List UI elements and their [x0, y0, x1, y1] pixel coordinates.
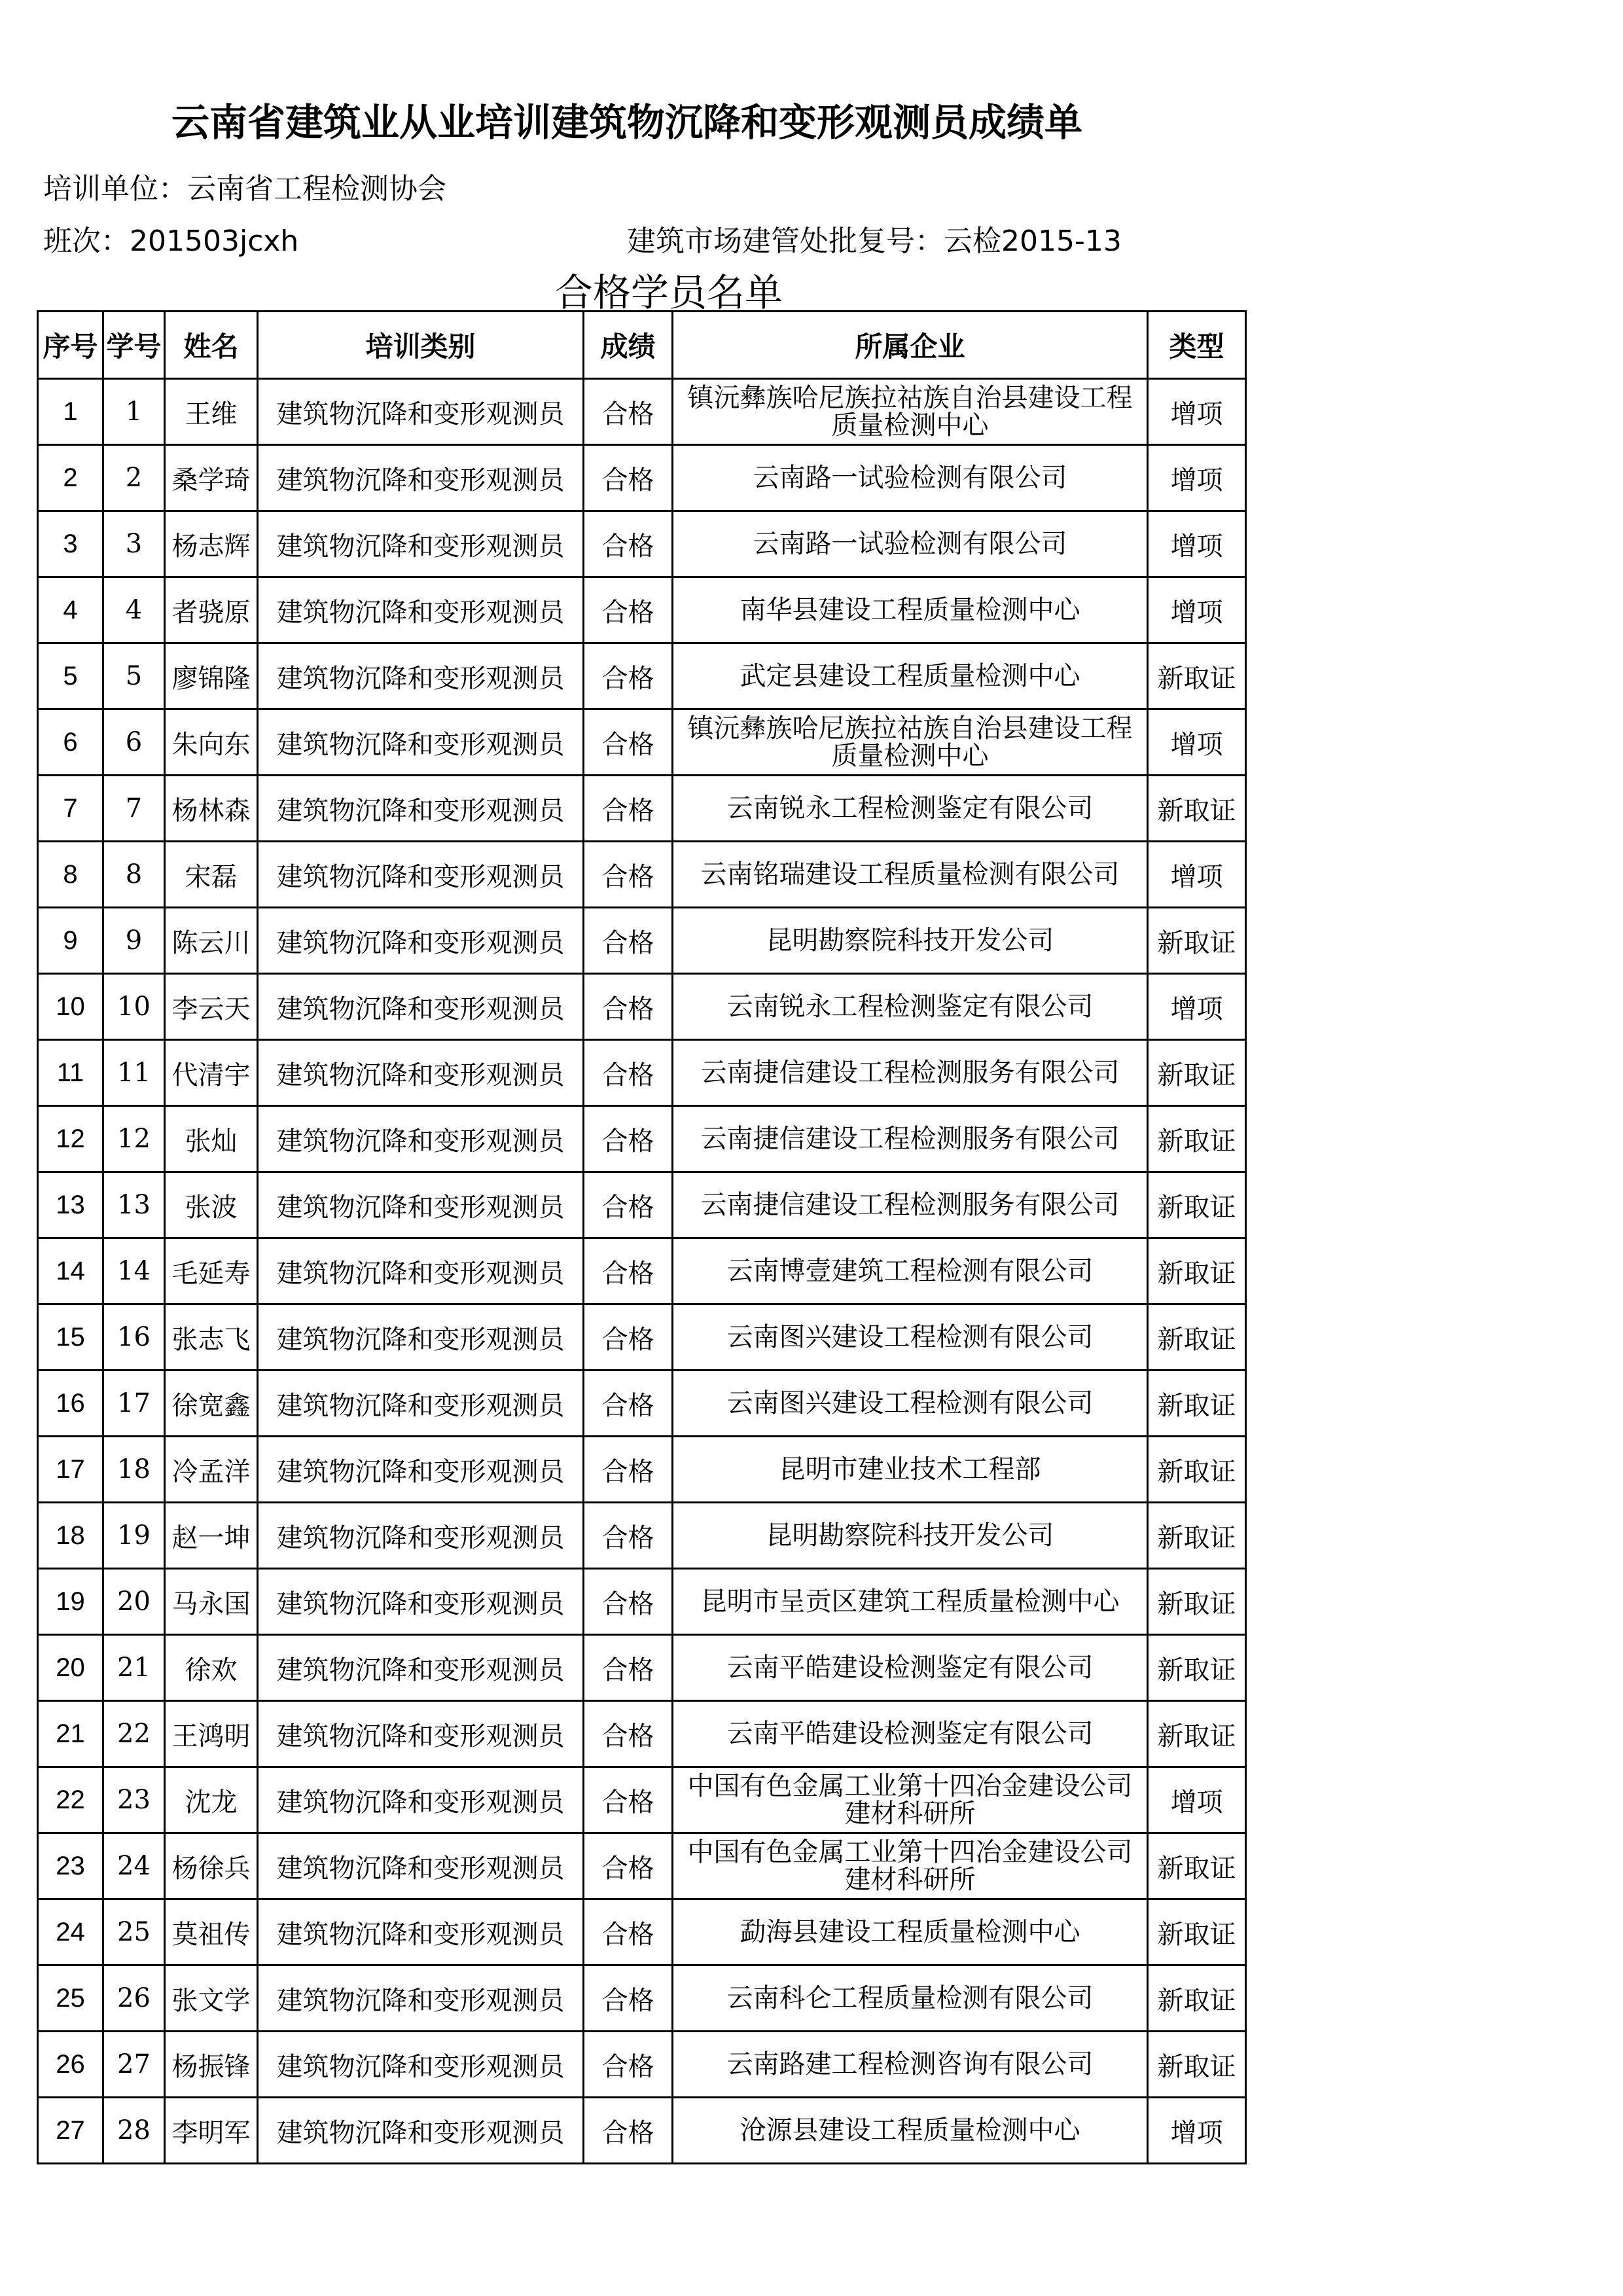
organization-line: 昆明市建业技术工程部	[779, 1454, 1041, 1484]
organization-line: 云南捷信建设工程检测服务有限公司	[700, 1058, 1120, 1088]
grade-cell: 合格	[584, 709, 673, 776]
type-cell: 新取证	[1148, 1833, 1246, 1899]
type-cell: 新取证	[1148, 1437, 1246, 1503]
category-cell: 建筑物沉降和变形观测员	[258, 1701, 584, 1767]
student-id-cell: 14	[103, 1238, 165, 1304]
type-cell: 新取证	[1148, 1304, 1246, 1371]
table-row	[38, 1238, 1246, 1304]
list-subtitle: 合格学员名单	[555, 270, 783, 315]
table-row	[38, 1635, 1246, 1701]
table-body	[38, 379, 1246, 2164]
header-student-id: 学号	[103, 312, 165, 379]
table-row	[38, 1833, 1246, 1899]
organization-line: 勐海县建设工程质量检测中心	[740, 1917, 1080, 1947]
student-id-cell: 23	[103, 1767, 165, 1833]
category-cell: 建筑物沉降和变形观测员	[258, 709, 584, 776]
category-cell: 建筑物沉降和变形观测员	[258, 643, 584, 709]
type-cell: 新取证	[1148, 643, 1246, 709]
organization-cell	[673, 511, 1148, 577]
seq-cell: 23	[38, 1833, 103, 1899]
grade-cell: 合格	[584, 1238, 673, 1304]
organization-line: 中国有色金属工业第十四冶金建设公司	[687, 1771, 1133, 1801]
table-row	[38, 1701, 1246, 1767]
student-id-cell: 6	[103, 709, 165, 776]
seq-cell: 25	[38, 1965, 103, 2032]
seq-cell: 19	[38, 1569, 103, 1635]
table-row	[38, 776, 1246, 842]
name-cell: 杨振锋	[165, 2032, 258, 2098]
student-id-cell: 9	[103, 908, 165, 974]
organization-cell	[673, 1965, 1148, 2032]
type-cell: 增项	[1148, 1767, 1246, 1833]
name-cell: 王维	[165, 379, 258, 445]
grade-cell: 合格	[584, 643, 673, 709]
organization-line: 南华县建设工程质量检测中心	[740, 595, 1080, 625]
table-row	[38, 1172, 1246, 1238]
organization-line: 沧源县建设工程质量检测中心	[740, 2115, 1080, 2145]
organization-cell	[673, 1635, 1148, 1701]
grade-cell: 合格	[584, 1437, 673, 1503]
organization-cell	[673, 2098, 1148, 2164]
category-cell: 建筑物沉降和变形观测员	[258, 2098, 584, 2164]
category-cell: 建筑物沉降和变形观测员	[258, 1371, 584, 1437]
organization-line: 云南锐永工程检测鉴定有限公司	[726, 992, 1094, 1022]
table-row	[38, 1503, 1246, 1569]
seq-cell: 6	[38, 709, 103, 776]
student-id-cell: 8	[103, 842, 165, 908]
name-cell: 代清宇	[165, 1040, 258, 1106]
table-row	[38, 974, 1246, 1040]
grade-cell: 合格	[584, 776, 673, 842]
organization-line: 昆明勘察院科技开发公司	[766, 925, 1054, 956]
organization-line: 昆明市呈贡区建筑工程质量检测中心	[700, 1587, 1120, 1617]
type-cell: 新取证	[1148, 1899, 1246, 1965]
type-cell: 新取证	[1148, 1569, 1246, 1635]
table-row	[38, 2098, 1246, 2164]
organization-cell	[673, 1106, 1148, 1172]
table-row	[38, 1965, 1246, 2032]
grade-cell: 合格	[584, 1106, 673, 1172]
header-grade: 成绩	[584, 312, 673, 379]
seq-cell: 2	[38, 445, 103, 511]
student-id-cell: 7	[103, 776, 165, 842]
organization-cell	[673, 908, 1148, 974]
organization-cell	[673, 379, 1148, 445]
category-cell: 建筑物沉降和变形观测员	[258, 1304, 584, 1371]
name-cell: 冷孟洋	[165, 1437, 258, 1503]
organization-line: 云南锐永工程检测鉴定有限公司	[726, 793, 1094, 823]
grade-cell: 合格	[584, 908, 673, 974]
header-seq: 序号	[38, 312, 103, 379]
grade-cell: 合格	[584, 2032, 673, 2098]
name-cell: 杨林森	[165, 776, 258, 842]
student-id-cell: 24	[103, 1833, 165, 1899]
seq-cell: 12	[38, 1106, 103, 1172]
organization-cell	[673, 1701, 1148, 1767]
header-category: 培训类别	[258, 312, 584, 379]
category-cell: 建筑物沉降和变形观测员	[258, 1437, 584, 1503]
table-row	[38, 445, 1246, 511]
organization-cell	[673, 2032, 1148, 2098]
organization-cell	[673, 1767, 1148, 1833]
category-cell: 建筑物沉降和变形观测员	[258, 577, 584, 643]
category-cell: 建筑物沉降和变形观测员	[258, 1833, 584, 1899]
grade-cell: 合格	[584, 1965, 673, 2032]
name-cell: 李云天	[165, 974, 258, 1040]
organization-line: 武定县建设工程质量检测中心	[740, 661, 1080, 691]
grade-cell: 合格	[584, 2098, 673, 2164]
table-header-row	[38, 312, 1246, 379]
category-cell: 建筑物沉降和变形观测员	[258, 1767, 584, 1833]
student-id-cell: 3	[103, 511, 165, 577]
organization-line: 云南平皓建设检测鉴定有限公司	[726, 1653, 1094, 1683]
organization-cell	[673, 445, 1148, 511]
seq-cell: 3	[38, 511, 103, 577]
organization-line: 云南铭瑞建设工程质量检测有限公司	[700, 859, 1120, 889]
seq-cell: 14	[38, 1238, 103, 1304]
grade-cell: 合格	[584, 1569, 673, 1635]
table-row	[38, 1040, 1246, 1106]
student-id-cell: 19	[103, 1503, 165, 1569]
grade-cell: 合格	[584, 1833, 673, 1899]
organization-line: 云南捷信建设工程检测服务有限公司	[700, 1124, 1120, 1154]
organization-line: 建材科研所	[844, 1865, 976, 1895]
type-cell: 新取证	[1148, 1238, 1246, 1304]
type-cell: 新取证	[1148, 1172, 1246, 1238]
seq-cell: 7	[38, 776, 103, 842]
grade-cell: 合格	[584, 1172, 673, 1238]
table-row	[38, 1304, 1246, 1371]
name-cell: 徐宽鑫	[165, 1371, 258, 1437]
organization-cell	[673, 1238, 1148, 1304]
approval-number: 建筑市场建管处批复号：云检2015-13	[627, 224, 1122, 258]
training-unit: 培训单位：云南省工程检测协会	[43, 172, 446, 206]
student-id-cell: 18	[103, 1437, 165, 1503]
organization-cell	[673, 1503, 1148, 1569]
organization-cell	[673, 709, 1148, 776]
type-cell: 增项	[1148, 842, 1246, 908]
name-cell: 沈龙	[165, 1767, 258, 1833]
name-cell: 张志飞	[165, 1304, 258, 1371]
name-cell: 宋磊	[165, 842, 258, 908]
table-row	[38, 1371, 1246, 1437]
category-cell: 建筑物沉降和变形观测员	[258, 842, 584, 908]
grade-cell: 合格	[584, 1040, 673, 1106]
organization-line: 镇沅彝族哈尼族拉祜族自治县建设工程	[687, 383, 1133, 413]
seq-cell: 11	[38, 1040, 103, 1106]
class-number: 班次：201503jcxh	[43, 224, 299, 258]
organization-cell	[673, 842, 1148, 908]
seq-cell: 17	[38, 1437, 103, 1503]
table-row	[38, 577, 1246, 643]
name-cell: 张灿	[165, 1106, 258, 1172]
student-id-cell: 25	[103, 1899, 165, 1965]
organization-cell	[673, 643, 1148, 709]
type-cell: 增项	[1148, 511, 1246, 577]
category-cell: 建筑物沉降和变形观测员	[258, 445, 584, 511]
student-id-cell: 2	[103, 445, 165, 511]
grade-cell: 合格	[584, 511, 673, 577]
seq-cell: 16	[38, 1371, 103, 1437]
category-cell: 建筑物沉降和变形观测员	[258, 2032, 584, 2098]
organization-cell	[673, 974, 1148, 1040]
organization-line: 云南平皓建设检测鉴定有限公司	[726, 1719, 1094, 1749]
header-type: 类型	[1148, 312, 1246, 379]
organization-cell	[673, 776, 1148, 842]
category-cell: 建筑物沉降和变形观测员	[258, 1635, 584, 1701]
organization-line: 昆明勘察院科技开发公司	[766, 1520, 1054, 1551]
type-cell: 新取证	[1148, 1371, 1246, 1437]
seq-cell: 13	[38, 1172, 103, 1238]
grade-cell: 合格	[584, 1635, 673, 1701]
type-cell: 新取证	[1148, 1503, 1246, 1569]
seq-cell: 4	[38, 577, 103, 643]
type-cell: 增项	[1148, 577, 1246, 643]
organization-cell	[673, 1437, 1148, 1503]
table-row	[38, 1767, 1246, 1833]
type-cell: 增项	[1148, 709, 1246, 776]
category-cell: 建筑物沉降和变形观测员	[258, 776, 584, 842]
organization-line: 建材科研所	[844, 1799, 976, 1829]
grade-cell: 合格	[584, 445, 673, 511]
seq-cell: 5	[38, 643, 103, 709]
student-id-cell: 22	[103, 1701, 165, 1767]
name-cell: 陈云川	[165, 908, 258, 974]
header-name: 姓名	[165, 312, 258, 379]
grade-cell: 合格	[584, 974, 673, 1040]
type-cell: 增项	[1148, 445, 1246, 511]
grade-cell: 合格	[584, 1371, 673, 1437]
seq-cell: 27	[38, 2098, 103, 2164]
grade-cell: 合格	[584, 842, 673, 908]
category-cell: 建筑物沉降和变形观测员	[258, 1238, 584, 1304]
seq-cell: 1	[38, 379, 103, 445]
type-cell: 新取证	[1148, 1635, 1246, 1701]
table-row	[38, 379, 1246, 445]
seq-cell: 21	[38, 1701, 103, 1767]
table-row	[38, 2032, 1246, 2098]
category-cell: 建筑物沉降和变形观测员	[258, 1106, 584, 1172]
student-id-cell: 12	[103, 1106, 165, 1172]
organization-cell	[673, 577, 1148, 643]
header-organization: 所属企业	[673, 312, 1148, 379]
name-cell: 杨徐兵	[165, 1833, 258, 1899]
organization-cell	[673, 1304, 1148, 1371]
seq-cell: 8	[38, 842, 103, 908]
name-cell: 马永国	[165, 1569, 258, 1635]
organization-line: 云南路一试验检测有限公司	[753, 529, 1067, 559]
student-id-cell: 28	[103, 2098, 165, 2164]
name-cell: 杨志辉	[165, 511, 258, 577]
name-cell: 李明军	[165, 2098, 258, 2164]
table-row	[38, 709, 1246, 776]
organization-cell	[673, 1172, 1148, 1238]
student-id-cell: 13	[103, 1172, 165, 1238]
name-cell: 张文学	[165, 1965, 258, 2032]
grade-cell: 合格	[584, 1503, 673, 1569]
grade-cell: 合格	[584, 1304, 673, 1371]
category-cell: 建筑物沉降和变形观测员	[258, 1899, 584, 1965]
table-row	[38, 643, 1246, 709]
organization-line: 中国有色金属工业第十四冶金建设公司	[687, 1837, 1133, 1867]
name-cell: 徐欢	[165, 1635, 258, 1701]
organization-line: 云南捷信建设工程检测服务有限公司	[700, 1190, 1120, 1220]
seq-cell: 10	[38, 974, 103, 1040]
category-cell: 建筑物沉降和变形观测员	[258, 379, 584, 445]
table-row	[38, 908, 1246, 974]
table-row	[38, 1569, 1246, 1635]
organization-line: 云南路一试验检测有限公司	[753, 463, 1067, 493]
name-cell: 王鸿明	[165, 1701, 258, 1767]
table-row	[38, 511, 1246, 577]
organization-line: 云南科仑工程质量检测有限公司	[726, 1983, 1094, 2013]
name-cell: 毛延寿	[165, 1238, 258, 1304]
organization-line: 云南博壹建筑工程检测有限公司	[726, 1256, 1094, 1286]
category-cell: 建筑物沉降和变形观测员	[258, 1040, 584, 1106]
type-cell: 增项	[1148, 379, 1246, 445]
organization-line: 镇沅彝族哈尼族拉祜族自治县建设工程	[687, 713, 1133, 744]
document-title: 云南省建筑业从业培训建筑物沉降和变形观测员成绩单	[171, 100, 1083, 145]
category-cell: 建筑物沉降和变形观测员	[258, 974, 584, 1040]
seq-cell: 20	[38, 1635, 103, 1701]
category-cell: 建筑物沉降和变形观测员	[258, 908, 584, 974]
name-cell: 张波	[165, 1172, 258, 1238]
organization-line: 质量检测中心	[831, 410, 989, 440]
organization-line: 质量检测中心	[831, 741, 989, 771]
table-row	[38, 1899, 1246, 1965]
organization-cell	[673, 1833, 1148, 1899]
category-cell: 建筑物沉降和变形观测员	[258, 1172, 584, 1238]
organization-cell	[673, 1569, 1148, 1635]
table-row	[38, 1437, 1246, 1503]
type-cell: 新取证	[1148, 1106, 1246, 1172]
student-id-cell: 16	[103, 1304, 165, 1371]
name-cell: 桑学琦	[165, 445, 258, 511]
category-cell: 建筑物沉降和变形观测员	[258, 1965, 584, 2032]
student-id-cell: 5	[103, 643, 165, 709]
type-cell: 新取证	[1148, 776, 1246, 842]
type-cell: 新取证	[1148, 1701, 1246, 1767]
seq-cell: 24	[38, 1899, 103, 1965]
grade-cell: 合格	[584, 379, 673, 445]
student-id-cell: 4	[103, 577, 165, 643]
student-id-cell: 17	[103, 1371, 165, 1437]
organization-line: 云南图兴建设工程检测有限公司	[726, 1388, 1094, 1418]
table-row	[38, 842, 1246, 908]
student-id-cell: 20	[103, 1569, 165, 1635]
student-id-cell: 21	[103, 1635, 165, 1701]
type-cell: 新取证	[1148, 908, 1246, 974]
seq-cell: 22	[38, 1767, 103, 1833]
organization-line: 云南路建工程检测咨询有限公司	[726, 2049, 1094, 2079]
grade-cell: 合格	[584, 1701, 673, 1767]
student-id-cell: 27	[103, 2032, 165, 2098]
seq-cell: 18	[38, 1503, 103, 1569]
type-cell: 新取证	[1148, 2032, 1246, 2098]
name-cell: 者骁原	[165, 577, 258, 643]
seq-cell: 15	[38, 1304, 103, 1371]
name-cell: 朱向东	[165, 709, 258, 776]
organization-cell	[673, 1899, 1148, 1965]
seq-cell: 26	[38, 2032, 103, 2098]
name-cell: 赵一坤	[165, 1503, 258, 1569]
organization-line: 云南图兴建设工程检测有限公司	[726, 1322, 1094, 1352]
results-table	[37, 310, 1247, 2164]
type-cell: 新取证	[1148, 1965, 1246, 2032]
name-cell: 廖锦隆	[165, 643, 258, 709]
category-cell: 建筑物沉降和变形观测员	[258, 1569, 584, 1635]
organization-cell	[673, 1040, 1148, 1106]
student-id-cell: 1	[103, 379, 165, 445]
grade-cell: 合格	[584, 1767, 673, 1833]
seq-cell: 9	[38, 908, 103, 974]
type-cell: 增项	[1148, 974, 1246, 1040]
student-id-cell: 26	[103, 1965, 165, 2032]
name-cell: 莫祖传	[165, 1899, 258, 1965]
student-id-cell: 11	[103, 1040, 165, 1106]
grade-cell: 合格	[584, 1899, 673, 1965]
student-id-cell: 10	[103, 974, 165, 1040]
category-cell: 建筑物沉降和变形观测员	[258, 1503, 584, 1569]
category-cell: 建筑物沉降和变形观测员	[258, 511, 584, 577]
type-cell: 新取证	[1148, 1040, 1246, 1106]
organization-cell	[673, 1371, 1148, 1437]
table-row	[38, 1106, 1246, 1172]
grade-cell: 合格	[584, 577, 673, 643]
type-cell: 增项	[1148, 2098, 1246, 2164]
